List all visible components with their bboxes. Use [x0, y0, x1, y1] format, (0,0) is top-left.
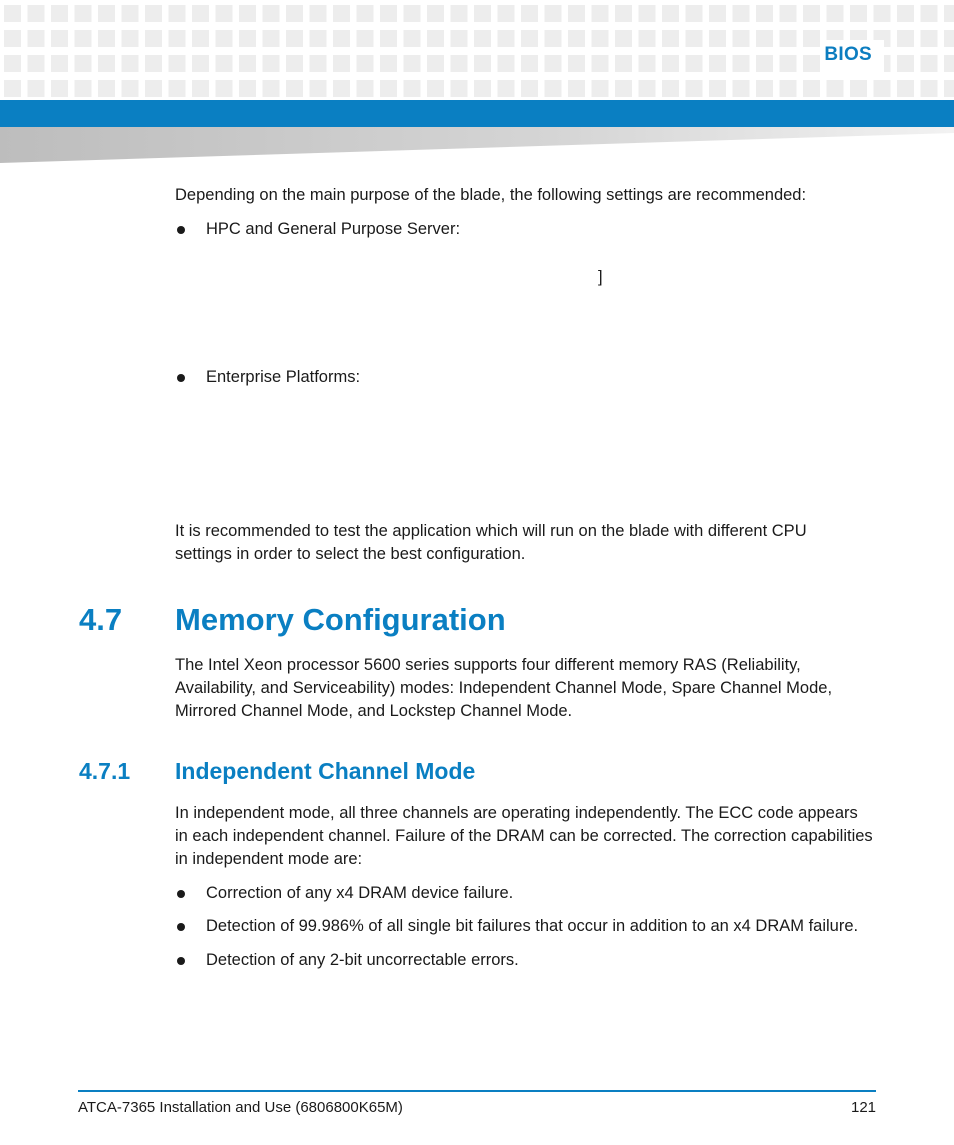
header-pattern — [0, 0, 954, 100]
test-paragraph-line-2: settings in order to select the best configuration. — [175, 545, 526, 563]
section-number: 4.7 — [79, 602, 123, 637]
test-paragraph-line-1: It is recommended to test the application which will run on the blade with different CPU — [175, 522, 807, 540]
bullet-dot — [177, 226, 185, 234]
subsection-paragraph-line: in independent mode are: — [175, 850, 363, 868]
bullet-dot — [177, 374, 185, 382]
footer-doc-title: ATCA-7365 Installation and Use (6806800K65M) — [78, 1099, 403, 1116]
page-number: 121 — [851, 1099, 877, 1116]
header-blue-bar — [0, 100, 954, 127]
section-title: Memory Configuration — [175, 602, 506, 637]
section-label: BIOS — [824, 44, 872, 65]
intro-paragraph: Depending on the main purpose of the blade, the following settings are recommended: — [175, 186, 807, 204]
bullet-hpc: HPC and General Purpose Server: — [206, 220, 461, 238]
list-item: Correction of any x4 DRAM device failure. — [206, 884, 514, 902]
footer-rule — [78, 1090, 876, 1092]
bullet-dot — [177, 957, 185, 965]
section-paragraph-line: Mirrored Channel Mode, and Lockstep Channel Mode. — [175, 702, 573, 720]
section-paragraph-line: The Intel Xeon processor 5600 series supports four different memory RAS (Reliability, — [175, 656, 801, 674]
subsection-paragraph-line: In independent mode, all three channels are operating independently. The ECC code appears — [175, 804, 858, 822]
header-gray-wedge — [0, 127, 954, 163]
list-item: Detection of 99.986% of all single bit failures that occur in addition to an x4 DRAM failure. — [206, 917, 859, 935]
subsection-paragraph-line: in each independent channel. Failure of the DRAM can be corrected. The correction capabilities — [175, 827, 873, 845]
section-paragraph-line: Availability, and Serviceability) modes: Independent Channel Mode, Spare Channel Mode, — [175, 679, 833, 697]
list-item: Detection of any 2-bit uncorrectable errors. — [206, 951, 519, 969]
bullet-dot — [177, 923, 185, 931]
bracket-mark: ] — [598, 268, 603, 286]
subsection-number: 4.7.1 — [79, 758, 131, 784]
bullet-dot — [177, 890, 185, 898]
bullet-enterprise: Enterprise Platforms: — [206, 368, 361, 386]
subsection-title: Independent Channel Mode — [175, 758, 476, 784]
